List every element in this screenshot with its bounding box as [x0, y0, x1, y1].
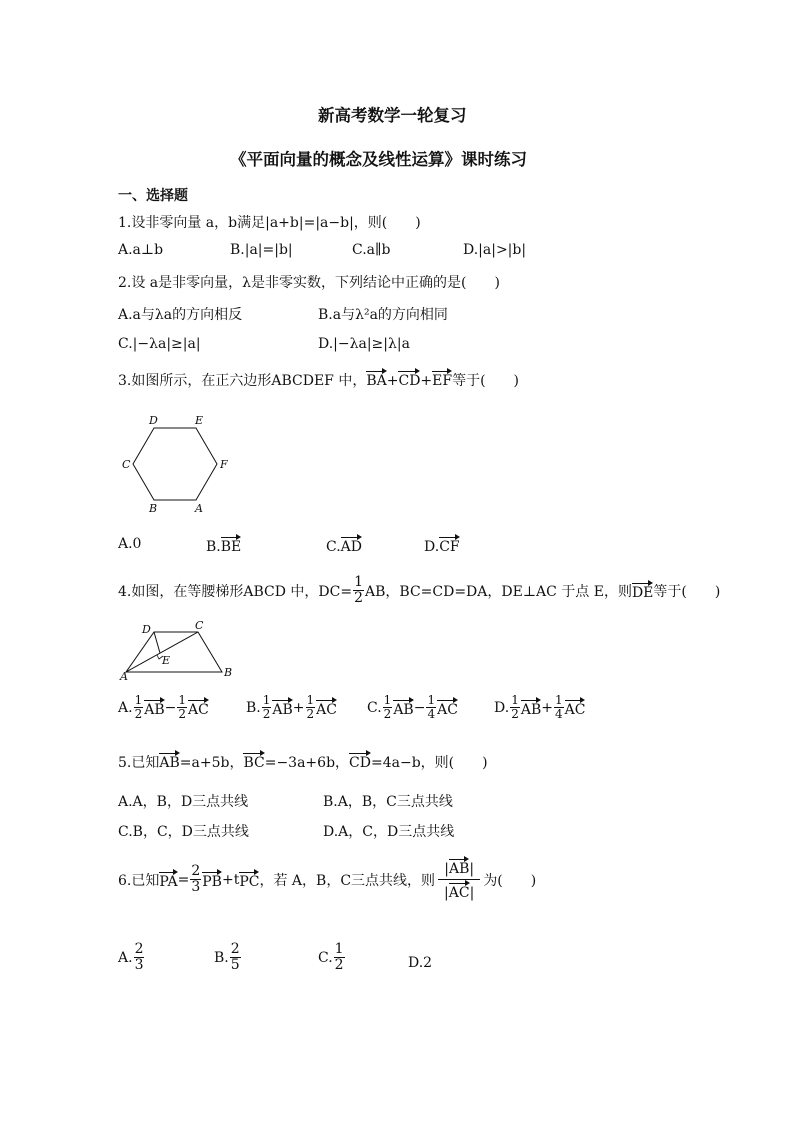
q4-vector-de: DE — [632, 582, 653, 600]
q4-option-b — [246, 694, 337, 721]
q5-option-c: C.B，C，D三点共线 — [118, 824, 249, 840]
q2-stem: 2.设 a是非零向量，λ是非零实数，下列结论中正确的是( ) — [118, 275, 500, 291]
q6-option-c — [318, 942, 346, 974]
hexagon-label-b: B — [149, 502, 158, 515]
q4-fraction — [353, 575, 364, 607]
q5-vector-ab: AB — [159, 752, 179, 770]
q6-fraction — [190, 864, 201, 896]
q3-option-d — [424, 536, 460, 555]
q4-option-label: A. — [118, 699, 133, 716]
q4-option-den-1: 2 — [511, 707, 519, 722]
trapezoid-label-b: B — [224, 666, 233, 679]
q1-option-b: B.|a|=|b| — [230, 242, 293, 258]
q4-option-label: C. — [367, 699, 382, 716]
q4-option-num-2: 1 — [306, 693, 315, 707]
q4-option-fraction-1 — [510, 694, 520, 721]
q4-option-den-2: 4 — [427, 707, 436, 722]
q4-option-num-2: 1 — [427, 693, 436, 707]
q6-option-label: C. — [318, 949, 333, 966]
q4-option-operator: − — [164, 699, 177, 716]
q4-option-den-2: 2 — [306, 707, 315, 722]
q5-option-b: B.A，B，C三点共线 — [323, 794, 453, 810]
q3-option-d-vector: CF — [439, 536, 459, 554]
q2-option-a: A.a与λa的方向相反 — [118, 307, 243, 323]
q6-vector-pc: PC — [239, 871, 259, 889]
q4-option-fraction-1 — [134, 694, 144, 721]
q4-stem-prefix: 4.如图，在等腰梯形ABCD 中，DC= — [118, 583, 353, 600]
q3-option-b-label: B. — [206, 539, 221, 555]
q5-stem — [118, 752, 488, 772]
q4-stem-middle: AB，BC=CD=DA，DE⊥AC 于点 E，则 — [365, 583, 632, 600]
q5-vector-cd: CD — [349, 752, 371, 770]
trapezoid-perpendicular-de — [154, 632, 160, 653]
q4-option-fraction-1 — [383, 694, 393, 721]
q6-fraction-den: 3 — [191, 879, 201, 896]
q4-option-num-2: 1 — [554, 693, 563, 707]
title-line-1: 新高考数学一轮复习 — [318, 106, 467, 125]
q2-option-d: D.|−λa|≥|λ|a — [318, 336, 410, 352]
q4-option-vector-ac: AC — [437, 699, 458, 717]
q1-option-a: A.a⊥b — [118, 242, 164, 258]
q2-option-c: C.|−λa|≥|a| — [118, 336, 201, 352]
q4-option-c — [367, 694, 458, 721]
q4-option-vector-ac: AC — [565, 699, 586, 717]
q6-option-label: A. — [118, 949, 133, 966]
q6-stem — [118, 858, 536, 902]
q6-ratio-den-vector: AC — [449, 882, 470, 900]
q5-stem-prefix: 5.已知 — [118, 755, 160, 771]
q5-expr-3: =4a−b，则( ) — [370, 755, 488, 771]
q3-plus-1: + — [386, 373, 399, 389]
q4-option-vector-ab: AB — [521, 699, 541, 717]
q4-option-operator: + — [292, 699, 305, 716]
q6-option-b — [214, 942, 242, 974]
q5-vector-bc: BC — [243, 752, 264, 770]
q3-vector-cd: CD — [398, 370, 420, 388]
trapezoid-figure — [118, 620, 236, 682]
q4-option-operator: − — [413, 699, 426, 716]
title-line-2: 《平面向量的概念及线性运算》课时练习 — [230, 150, 527, 169]
q4-option-den-2: 2 — [178, 707, 186, 722]
q4-option-vector-ac: AC — [188, 699, 209, 717]
q6-option-a — [118, 942, 145, 974]
q6-equals: = — [177, 871, 190, 888]
q6-stem-t: +t — [221, 871, 240, 888]
q4-option-d — [494, 694, 585, 721]
q4-option-num-1: 1 — [511, 693, 519, 707]
trapezoid-label-a: A — [120, 670, 128, 682]
q4-option-den-1: 2 — [134, 707, 143, 722]
q3-option-c — [326, 536, 362, 555]
q6-ratio-num-vector: AB — [449, 858, 469, 876]
q4-option-vector-ac: AC — [316, 699, 337, 717]
q6-option-fraction — [230, 942, 241, 974]
trapezoid-label-e: E — [162, 654, 171, 667]
q6-vector-pa: PA — [159, 871, 177, 889]
q4-option-label: B. — [246, 699, 261, 716]
q4-option-operator: + — [541, 699, 553, 716]
q3-option-a: A.0 — [118, 536, 142, 552]
q6-option-den: 3 — [134, 957, 144, 974]
q4-option-vector-ab: AB — [272, 699, 292, 717]
q4-option-vector-ab: AB — [393, 699, 413, 717]
q4-option-den-2: 4 — [554, 707, 563, 722]
q2-option-b: B.a与λ²a的方向相同 — [318, 307, 448, 323]
q6-option-num: 1 — [334, 941, 344, 957]
q4-option-vector-ab: AB — [144, 699, 164, 717]
q4-stem — [118, 575, 720, 607]
q6-option-den: 5 — [230, 957, 240, 974]
q4-option-num-2: 1 — [178, 693, 186, 707]
q3-option-c-vector: AD — [341, 536, 362, 554]
q3-stem-prefix: 3.如图所示，在正六边形ABCDEF 中， — [118, 373, 367, 389]
q4-option-fraction-2 — [426, 694, 436, 721]
trapezoid-shape — [126, 632, 222, 672]
section-heading: 一、选择题 — [118, 188, 188, 204]
q6-option-fraction — [134, 942, 145, 974]
q4-option-label: D. — [494, 699, 510, 716]
q6-option-num: 2 — [230, 941, 240, 957]
hexagon-label-e: E — [195, 414, 204, 427]
q6-option-den: 2 — [334, 957, 344, 974]
q4-option-num-1: 1 — [134, 693, 143, 707]
q1-option-d: D.|a|>|b| — [463, 242, 527, 258]
q6-stem-middle: ，若 A，B，C三点共线，则 — [259, 872, 436, 889]
q6-option-d: D.2 — [408, 955, 433, 971]
q4-option-fraction-1 — [262, 694, 272, 721]
q4-option-den-1: 2 — [262, 707, 271, 722]
trapezoid-label-c: C — [195, 620, 204, 632]
q4-option-den-1: 2 — [383, 707, 392, 722]
q4-option-fraction-2 — [554, 694, 564, 721]
q6-stem-prefix: 6.已知 — [118, 872, 160, 889]
q4-stem-suffix: 等于( ) — [653, 583, 721, 600]
q6-ratio-den: |AC| — [438, 880, 480, 901]
q1-stem: 1.设非零向量 a，b满足|a+b|=|a−b|，则( ) — [118, 215, 421, 231]
q6-option-num: 2 — [134, 941, 144, 957]
q1-option-c: C.a∥b — [352, 242, 391, 258]
q3-option-b-vector: BE — [221, 536, 242, 554]
q6-vector-pb: PB — [202, 871, 222, 889]
trapezoid-label-d: D — [142, 623, 151, 636]
q6-stem-suffix: 为( ) — [483, 872, 537, 889]
q4-fraction-den: 2 — [354, 590, 363, 607]
q4-fraction-num: 1 — [354, 574, 363, 590]
q5-expr-2: =−3a+6b， — [264, 755, 350, 771]
q5-expr-1: =a+5b， — [179, 755, 244, 771]
q3-vector-ba: BA — [366, 370, 386, 388]
q6-option-label: B. — [214, 949, 229, 966]
q4-option-fraction-2 — [306, 694, 316, 721]
q4-option-fraction-2 — [177, 694, 187, 721]
q4-option-a — [118, 694, 209, 721]
q3-stem — [118, 370, 519, 390]
hexagon-label-a: A — [195, 502, 203, 515]
hexagon-shape — [133, 428, 217, 500]
hexagon-label-d: D — [149, 414, 158, 427]
q3-plus-2: + — [420, 373, 433, 389]
q6-ratio-fraction — [438, 858, 480, 902]
q4-option-num-1: 1 — [262, 693, 271, 707]
q3-stem-suffix: 等于( ) — [452, 373, 520, 389]
q3-option-c-label: C. — [326, 539, 341, 555]
hexagon-label-c: C — [122, 458, 131, 471]
q4-option-num-1: 1 — [383, 693, 392, 707]
q5-option-d: D.A，C，D三点共线 — [323, 824, 455, 840]
hexagon-figure — [118, 410, 238, 518]
q6-option-fraction — [334, 942, 345, 974]
hexagon-label-f: F — [220, 458, 228, 471]
q3-option-b — [206, 536, 241, 555]
q5-option-a: A.A，B，D三点共线 — [118, 794, 249, 810]
q3-option-d-label: D. — [424, 539, 440, 555]
q6-fraction-num: 2 — [191, 863, 201, 879]
q3-vector-ef: EF — [432, 370, 452, 388]
q6-ratio-num: |AB| — [438, 858, 480, 880]
